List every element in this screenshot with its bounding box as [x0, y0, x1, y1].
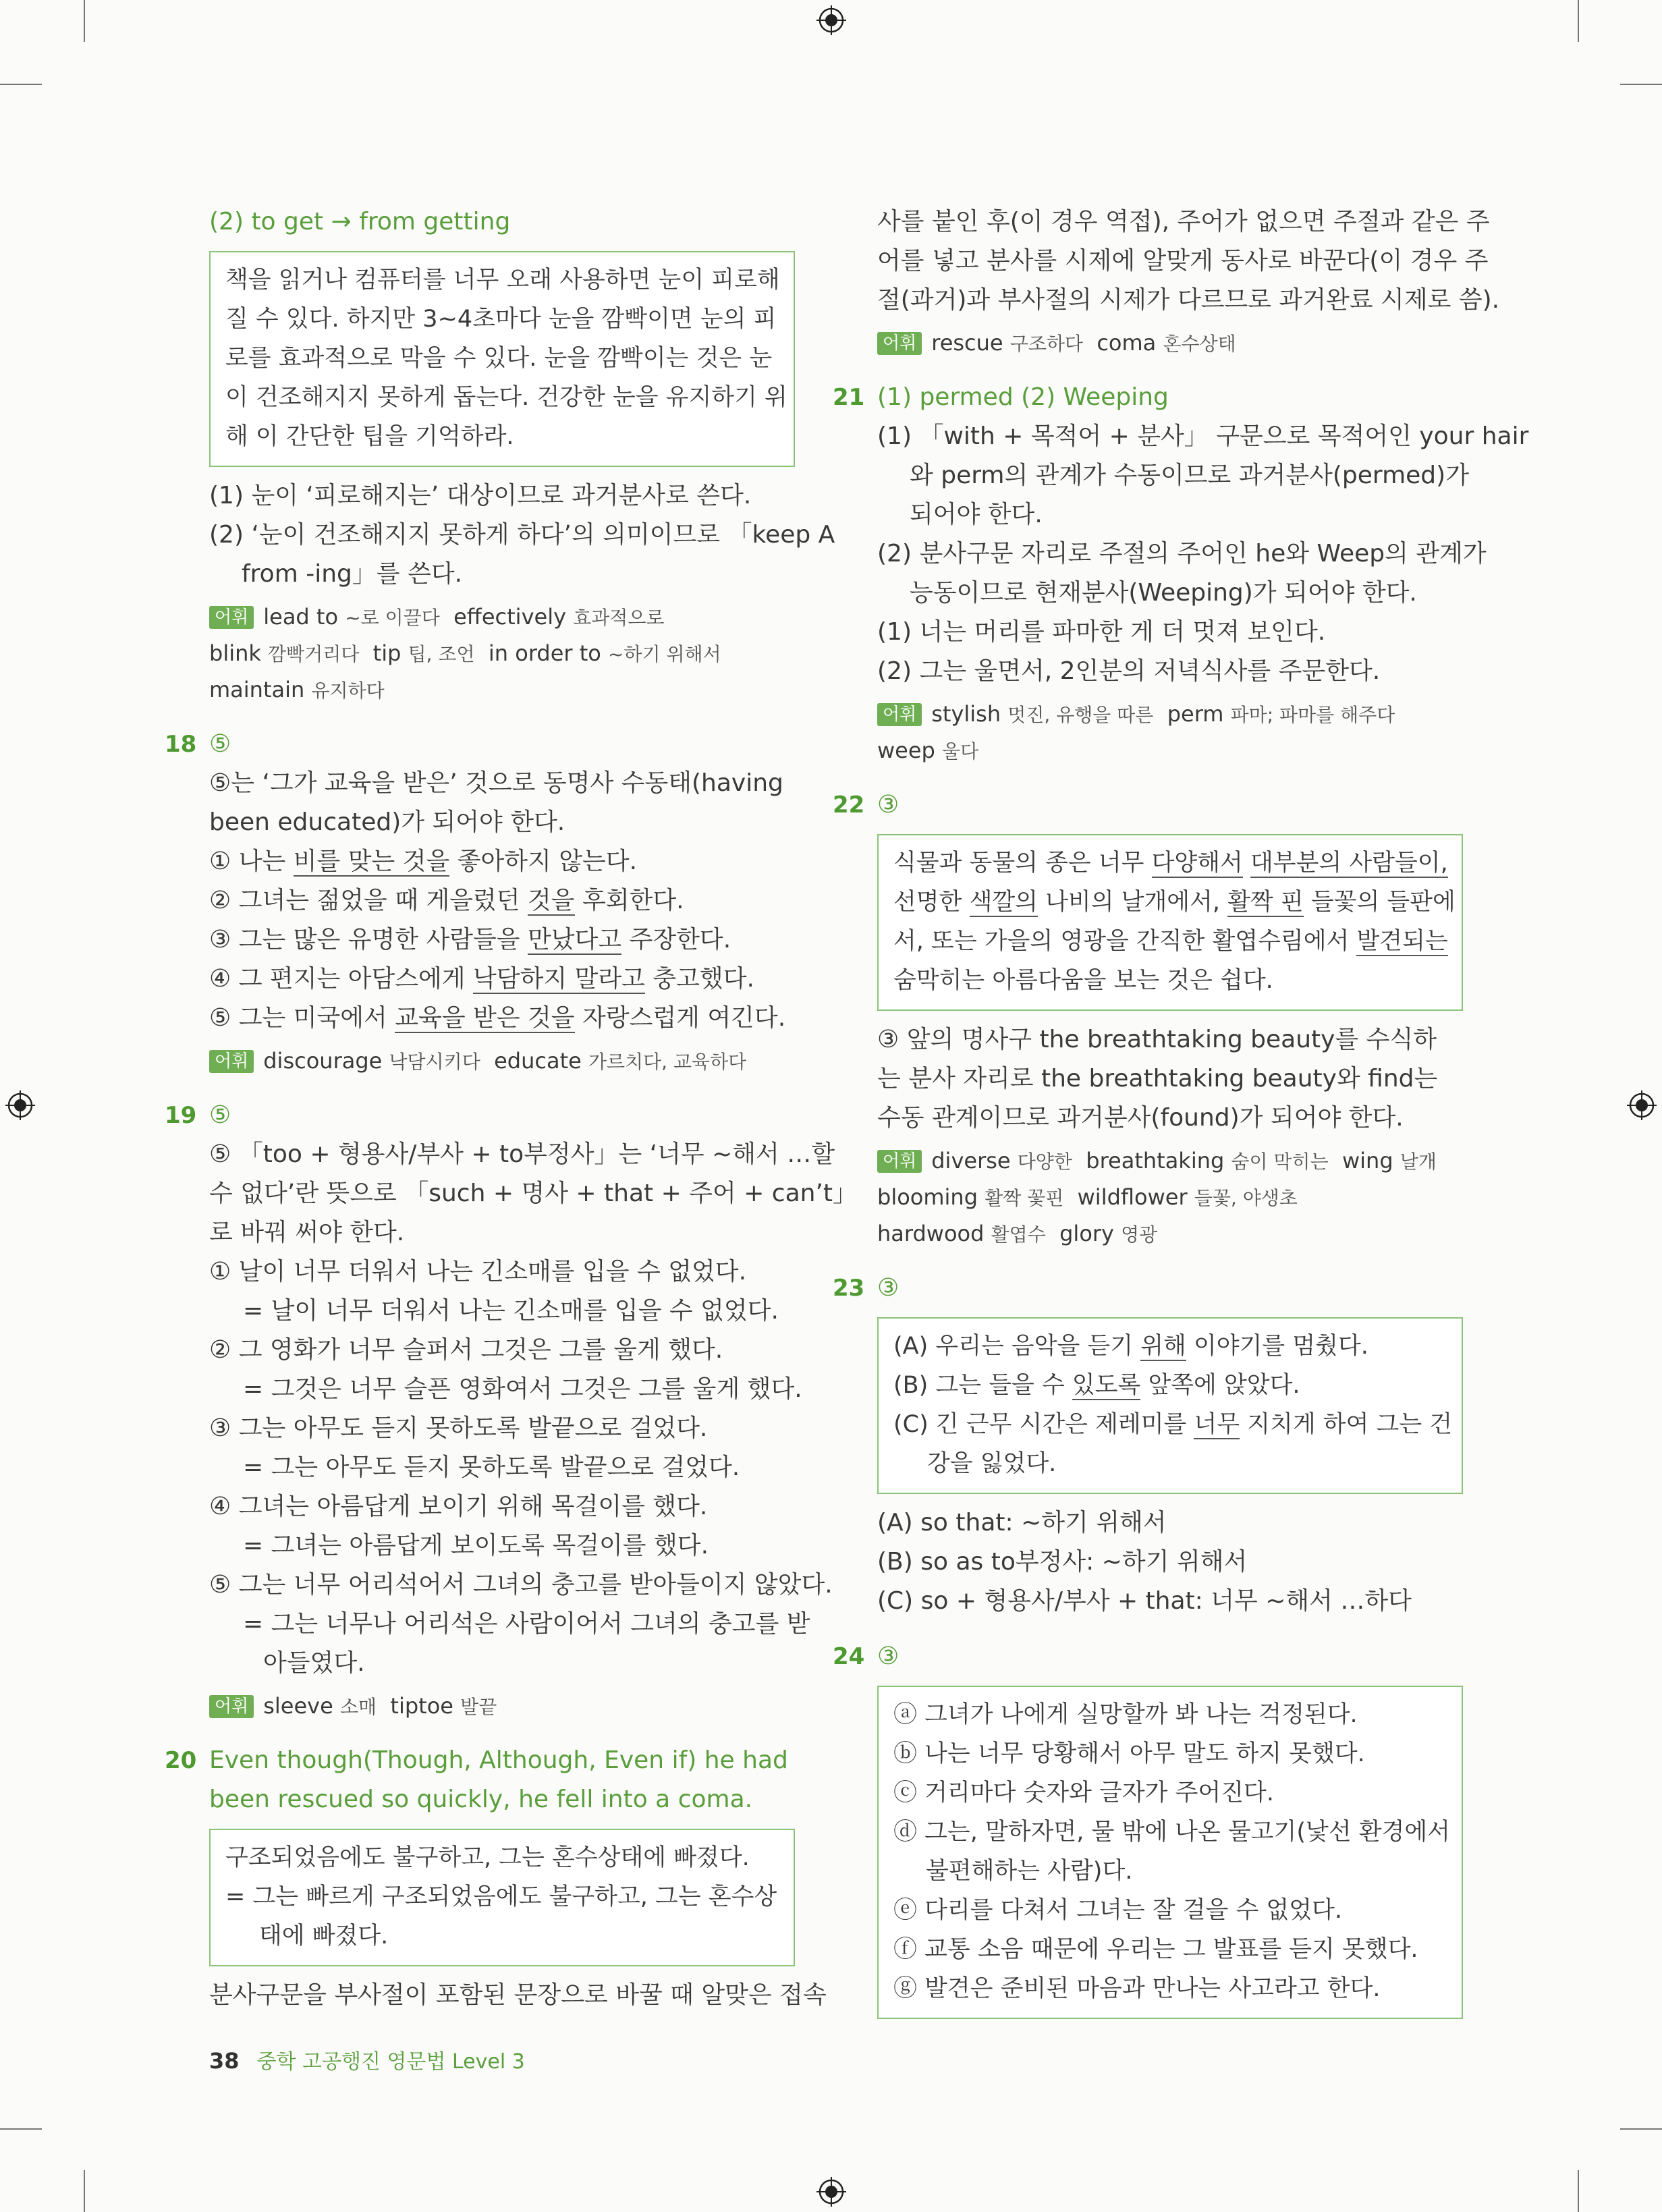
translation-line	[893, 883, 1456, 922]
text: 나비의 날개에서,	[1038, 889, 1228, 916]
vocab-meaning: 파마; 파마를 해주다	[1230, 704, 1395, 726]
page-footer	[209, 2045, 525, 2078]
translation-line	[893, 1366, 1447, 1405]
vocab-meaning: 발끝	[460, 1696, 497, 1718]
sentence-line: ④ 그녀는 아름답게 보이기 위해 목걸이를 했다.	[209, 1493, 708, 1520]
text: ② 그녀는 젊었을 때 게을렀던	[209, 887, 528, 914]
question-number: 18	[165, 731, 197, 758]
sentence-line: = 날이 너무 더워서 나는 긴소매를 입을 수 없었다.	[243, 1297, 779, 1325]
explanation-line: ③ 앞의 명사구 the breathtaking beauty를 수식하	[877, 1026, 1437, 1053]
text: (C) 긴 근무 시간은 제레미를	[893, 1411, 1194, 1438]
question-number: 23	[833, 1275, 865, 1302]
registration-mark-icon	[816, 2177, 846, 2207]
text: ① 나는	[209, 848, 294, 875]
text: 후회한다.	[574, 887, 684, 914]
vocabulary-tag: 어휘	[877, 1150, 922, 1173]
vocab-word: hardwood	[877, 1221, 985, 1246]
underlined-text: 위해	[1140, 1333, 1186, 1360]
vocab-meaning: ~하기 위해서	[608, 643, 721, 665]
vocab-meaning: 활짝 꽃핀	[985, 1187, 1064, 1209]
translation-line: ⓔ 다리를 다쳐서 그녀는 잘 걸을 수 없었다.	[893, 1897, 1342, 1924]
question-number: 20	[165, 1747, 197, 1774]
vocab-word: glory	[1059, 1221, 1114, 1246]
vocab-meaning: 멋진, 유행을 따른	[1007, 704, 1154, 726]
vocab-word: breathtaking	[1086, 1148, 1225, 1173]
vocab-word: perm	[1167, 701, 1224, 727]
text: (A) 우리는 음악을 듣기	[893, 1333, 1141, 1360]
vocab-meaning: 울다	[942, 740, 979, 763]
translation-line: 이 건조해지지 못하게 돕는다. 건강한 눈을 유지하기 위	[225, 384, 787, 411]
sentence-line	[209, 960, 795, 999]
translation-line: 질 수 있다. 하지만 3~4초마다 눈을 깜빡이면 눈의 피	[225, 306, 777, 333]
explanation-line: 수 없다’란 뜻으로 「such + 명사 + that + 주어 + can’t」	[209, 1180, 858, 1207]
text	[1243, 850, 1250, 877]
text: 선명한	[893, 889, 970, 916]
vocab-word: tiptoe	[390, 1693, 453, 1719]
underlined-text: 너무	[1194, 1411, 1240, 1438]
underlined-text: 것을	[528, 887, 575, 914]
vocab-meaning: 숨이 막히는	[1231, 1151, 1329, 1173]
translation-line	[893, 844, 1447, 883]
answer: ③	[877, 791, 899, 819]
vocabulary-list-20	[877, 325, 1463, 362]
sentence-line: ① 날이 너무 더워서 나는 긴소매를 입을 수 없었다.	[209, 1258, 747, 1285]
sentence-line	[209, 920, 795, 960]
translation-line	[893, 1405, 1453, 1444]
vocab-word: wing	[1341, 1148, 1393, 1173]
vocab-word: in order to	[488, 640, 601, 666]
translation-line: 불편해하는 사람)다.	[926, 1858, 1133, 1885]
explanation-line: 되어야 한다.	[910, 501, 1043, 528]
translation-line	[893, 922, 1447, 961]
underlined-text: 만났다고	[528, 926, 622, 953]
text: 자랑스럽게 여긴다.	[574, 1004, 786, 1032]
vocabulary-tag: 어휘	[209, 1050, 254, 1073]
question-24	[833, 1637, 1463, 2019]
explanation-line: (B) so as to부정사: ~하기 위해서	[877, 1548, 1248, 1576]
text: 앞쪽에 앉았다.	[1140, 1372, 1300, 1399]
explanation-line: from -ing」를 쓴다.	[242, 560, 463, 588]
underlined-text: 비를 맞는 것을	[293, 848, 450, 875]
underlined-text: 색깔의	[969, 889, 1038, 916]
vocab-word: effectively	[453, 604, 567, 630]
translation-line: 강을 잃었다.	[927, 1450, 1057, 1477]
vocab-word: educate	[494, 1048, 582, 1074]
question-number: 24	[833, 1643, 865, 1670]
explanation-line: ⑤ 「too + 형용사/부사 + to부정사」는 ‘너무 ~해서 …할	[209, 1140, 835, 1168]
vocabulary-list-21	[877, 696, 1463, 769]
vocabulary-list-19	[209, 1688, 795, 1725]
text: 식물과 동물의 종은 너무	[893, 850, 1152, 877]
vocab-word: rescue	[931, 330, 1003, 356]
underlined-text: 다양해서	[1151, 850, 1243, 877]
question-number: 21	[833, 384, 865, 411]
question-20	[165, 1741, 827, 2015]
explanation-line: 절(과거)과 부사절의 시제가 다르므로 과거완료 시제로 씀).	[877, 286, 1500, 314]
translation-line: 해 이 간단한 팁을 기억하라.	[225, 423, 514, 450]
translation-line: ⓕ 교통 소음 때문에 우리는 그 발표를 듣지 못했다.	[893, 1936, 1418, 1963]
trim-mark	[1620, 2128, 1662, 2130]
text: ③ 그는 많은 유명한 사람들을	[209, 926, 528, 953]
text: ⑤ 그는 미국에서	[209, 1004, 395, 1032]
question-22	[833, 785, 1463, 1252]
vocabulary-list-17	[209, 599, 795, 709]
sentence-line	[209, 842, 795, 881]
translation-line: ⓓ 그는, 말하자면, 물 밖에 나온 물고기(낯선 환경에서	[893, 1819, 1450, 1846]
sentence-line: ③ 그는 아무도 듣지 못하도록 발끝으로 걸었다.	[209, 1414, 708, 1442]
translation-line: ⓐ 그녀가 나에게 실망할까 봐 나는 걱정된다.	[893, 1701, 1358, 1728]
vocab-word: sleeve	[263, 1693, 333, 1719]
vocab-meaning: 들꽃, 야생초	[1194, 1187, 1298, 1209]
text: ④ 그 편지는 아담스에게	[209, 965, 474, 993]
explanation-line: 어를 넣고 분사를 시제에 알맞게 동사로 바꾼다(이 경우 주	[877, 247, 1489, 275]
translation-box-24	[877, 1686, 1463, 2019]
text: 들꽃의 들판에	[1303, 889, 1456, 916]
trim-mark	[0, 2128, 42, 2130]
explanation-line: 분사구문을 부사절이 포함된 문장으로 바꿀 때 알맞은 접속	[209, 1981, 827, 2009]
text: 충고했다.	[644, 965, 754, 993]
vocab-meaning: ~로 이끌다	[345, 607, 440, 629]
vocab-meaning: 팁, 조언	[408, 643, 475, 665]
sentence-line: = 그것은 너무 슬픈 영화여서 그것은 그를 울게 했다.	[243, 1375, 802, 1403]
underlined-text: 대부분의 사람들이,	[1250, 850, 1448, 877]
vocab-word: stylish	[931, 701, 1001, 727]
translation-box-20	[209, 1829, 795, 1966]
answer: ③	[877, 1642, 899, 1670]
question-number: 22	[833, 792, 865, 819]
registration-mark-icon	[5, 1090, 35, 1120]
vocab-word: discourage	[263, 1048, 383, 1074]
vocab-word: blink	[209, 640, 261, 666]
translation-line: ⓖ 발견은 준비된 마음과 만나는 사고라고 한다.	[893, 1975, 1381, 2002]
sentence-line: = 그녀는 아름답게 보이도록 목걸이를 했다.	[243, 1532, 709, 1559]
trim-mark	[1578, 0, 1579, 42]
sentence-line: (1) 너는 머리를 파마한 게 더 멋져 보인다.	[877, 618, 1326, 646]
vocabulary-tag: 어휘	[209, 1695, 254, 1718]
right-column	[833, 202, 1529, 2028]
vocab-meaning: 깜빡거리다	[268, 643, 360, 665]
sentence-line: = 그는 너무나 어리석은 사람이어서 그녀의 충고를 받	[243, 1610, 810, 1638]
question-21	[833, 378, 1529, 769]
explanation-line: 로 바꿔 써야 한다.	[209, 1219, 405, 1246]
vocab-word: coma	[1097, 330, 1157, 356]
explanation-line: (1) 「with + 목적어 + 분사」 구문으로 목적어인 your hair	[877, 422, 1529, 450]
translation-line: 태에 빠졌다.	[259, 1923, 389, 1950]
book-title: 중학 고공행진 영문법 Level 3	[256, 2050, 525, 2074]
vocab-meaning: 다양한	[1017, 1151, 1072, 1173]
sentence-line	[209, 881, 795, 920]
vocab-word: lead to	[263, 604, 339, 630]
translation-line: 책을 읽거나 컴퓨터를 너무 오래 사용하면 눈이 피로해	[225, 267, 780, 294]
vocabulary-tag: 어휘	[877, 332, 922, 355]
answer-17-part2: (2) to get → from getting	[209, 208, 511, 236]
vocab-meaning: 낙담시키다	[389, 1051, 480, 1073]
explanation-line: 능동이므로 현재분사(Weeping)가 되어야 한다.	[910, 579, 1417, 607]
translation-line: 숨막히는 아름다움을 보는 것은 쉽다.	[893, 967, 1273, 994]
explanation-line: 는 분사 자리로 the breathtaking beauty와 find는	[877, 1065, 1438, 1093]
vocab-meaning: 날개	[1400, 1151, 1437, 1173]
trim-mark	[84, 0, 85, 42]
translation-line: = 그는 빠르게 구조되었음에도 불구하고, 그는 혼수상	[225, 1883, 777, 1910]
translation-box-17	[209, 251, 795, 467]
vocabulary-tag: 어휘	[877, 703, 922, 726]
explanation-line: (C) so + 형용사/부사 + that: 너무 ~해서 …하다	[877, 1587, 1412, 1615]
sentence-line: (2) 그는 울면서, 2인분의 저녁식사를 주문한다.	[877, 657, 1381, 685]
answer: ③	[877, 1274, 899, 1302]
translation-line: ⓑ 나는 너무 당황해서 아무 말도 하지 못했다.	[893, 1740, 1365, 1767]
explanation-line: (2) ‘눈이 건조해지지 못하게 하다’의 의미이므로 「keep A	[209, 521, 835, 549]
trim-mark	[1578, 2170, 1579, 2212]
explanation-line: 수동 관계이므로 과거분사(found)가 되어야 한다.	[877, 1104, 1404, 1132]
translation-line: 구조되었음에도 불구하고, 그는 혼수상태에 빠졌다.	[225, 1844, 750, 1871]
answer: ⑤	[209, 730, 231, 758]
explanation-line: ⑤는 ‘그가 교육을 받은’ 것으로 동명사 수동태(having	[209, 769, 783, 797]
page-number: 38	[209, 2048, 240, 2074]
text: (B) 그는 들을 수	[893, 1372, 1072, 1399]
trim-mark	[84, 2170, 85, 2212]
underlined-text: 있도록	[1072, 1372, 1141, 1399]
text: 이야기를 멈췄다.	[1186, 1333, 1368, 1360]
text: 지치게 하여 그는 건	[1240, 1411, 1453, 1438]
vocab-meaning: 효과적으로	[573, 607, 665, 629]
translation-box-23	[877, 1317, 1463, 1494]
answer: (1) permed (2) Weeping	[877, 383, 1169, 411]
question-18	[165, 725, 795, 1080]
vocab-word: maintain	[209, 677, 305, 702]
explanation-line: been educated)가 되어야 한다.	[209, 808, 565, 836]
vocabulary-list-18	[209, 1043, 795, 1080]
translation-box-22	[877, 834, 1463, 1011]
vocabulary-list-22	[877, 1143, 1463, 1252]
text: 좋아하지 않는다.	[449, 848, 638, 875]
question-23	[833, 1269, 1463, 1621]
trim-mark	[1620, 84, 1662, 85]
answer: ⑤	[209, 1101, 231, 1129]
answer-line: been rescued so quickly, he fell into a coma.	[209, 1786, 753, 1813]
question-number: 19	[165, 1102, 197, 1129]
vocab-meaning: 가르치다, 교육하다	[588, 1051, 747, 1073]
explanation-line: (A) so that: ~하기 위해서	[877, 1509, 1167, 1537]
sentence-line: = 그는 아무도 듣지 못하도록 발끝으로 걸었다.	[243, 1454, 740, 1481]
vocabulary-tag: 어휘	[209, 606, 254, 629]
translation-line	[893, 1327, 1447, 1366]
underlined-text: 낙담하지 말라고	[473, 965, 645, 993]
sentence-line: ② 그 영화가 너무 슬퍼서 그것은 그를 울게 했다.	[209, 1336, 723, 1364]
underlined-text: 활짝 핀	[1227, 889, 1304, 916]
text: 서, 또는 가을의 영광을 간직한 활엽수림에서	[893, 928, 1357, 955]
underlined-text: 발견되는	[1356, 928, 1448, 955]
vocab-meaning: 유지하다	[311, 680, 385, 702]
vocab-word: wildflower	[1077, 1184, 1188, 1210]
vocab-word: weep	[877, 738, 935, 763]
text: 주장한다.	[621, 926, 731, 953]
explanation-line: 사를 붙인 후(이 경우 역접), 주어가 없으면 주절과 같은 주	[877, 208, 1490, 236]
sentence-line: ⑤ 그는 너무 어리석어서 그녀의 충고를 받아들이지 않았다.	[209, 1571, 833, 1599]
underlined-text: 교육을 받은 것을	[395, 1004, 575, 1032]
explanation-line: (2) 분사구문 자리로 주절의 주어인 he와 Weep의 관계가	[877, 540, 1487, 568]
vocab-meaning: 혼수상태	[1163, 333, 1236, 355]
registration-mark-icon	[816, 5, 846, 35]
explanation-line: (1) 눈이 ‘피로해지는’ 대상이므로 과거분사로 쓴다.	[209, 482, 752, 509]
sentence-line: 아들였다.	[263, 1649, 365, 1677]
vocab-meaning: 구조하다	[1009, 333, 1083, 355]
translation-line: 로를 효과적으로 막을 수 있다. 눈을 깜빡이는 것은 눈	[225, 345, 773, 372]
sentence-line	[209, 999, 795, 1038]
vocab-meaning: 영광	[1121, 1223, 1158, 1246]
trim-mark	[0, 84, 42, 85]
explanation-line: 와 perm의 관계가 수동이므로 과거분사(permed)가	[910, 462, 1469, 489]
answer-line: Even though(Though, Although, Even if) he had	[209, 1746, 788, 1774]
vocab-meaning: 소매	[339, 1696, 377, 1718]
translation-line: ⓒ 거리마다 숫자와 글자가 주어진다.	[893, 1779, 1274, 1806]
vocab-word: tip	[372, 640, 401, 666]
vocab-word: blooming	[877, 1184, 978, 1210]
registration-mark-icon	[1627, 1090, 1657, 1120]
vocab-meaning: 활엽수	[991, 1223, 1046, 1246]
vocab-word: diverse	[931, 1148, 1011, 1173]
